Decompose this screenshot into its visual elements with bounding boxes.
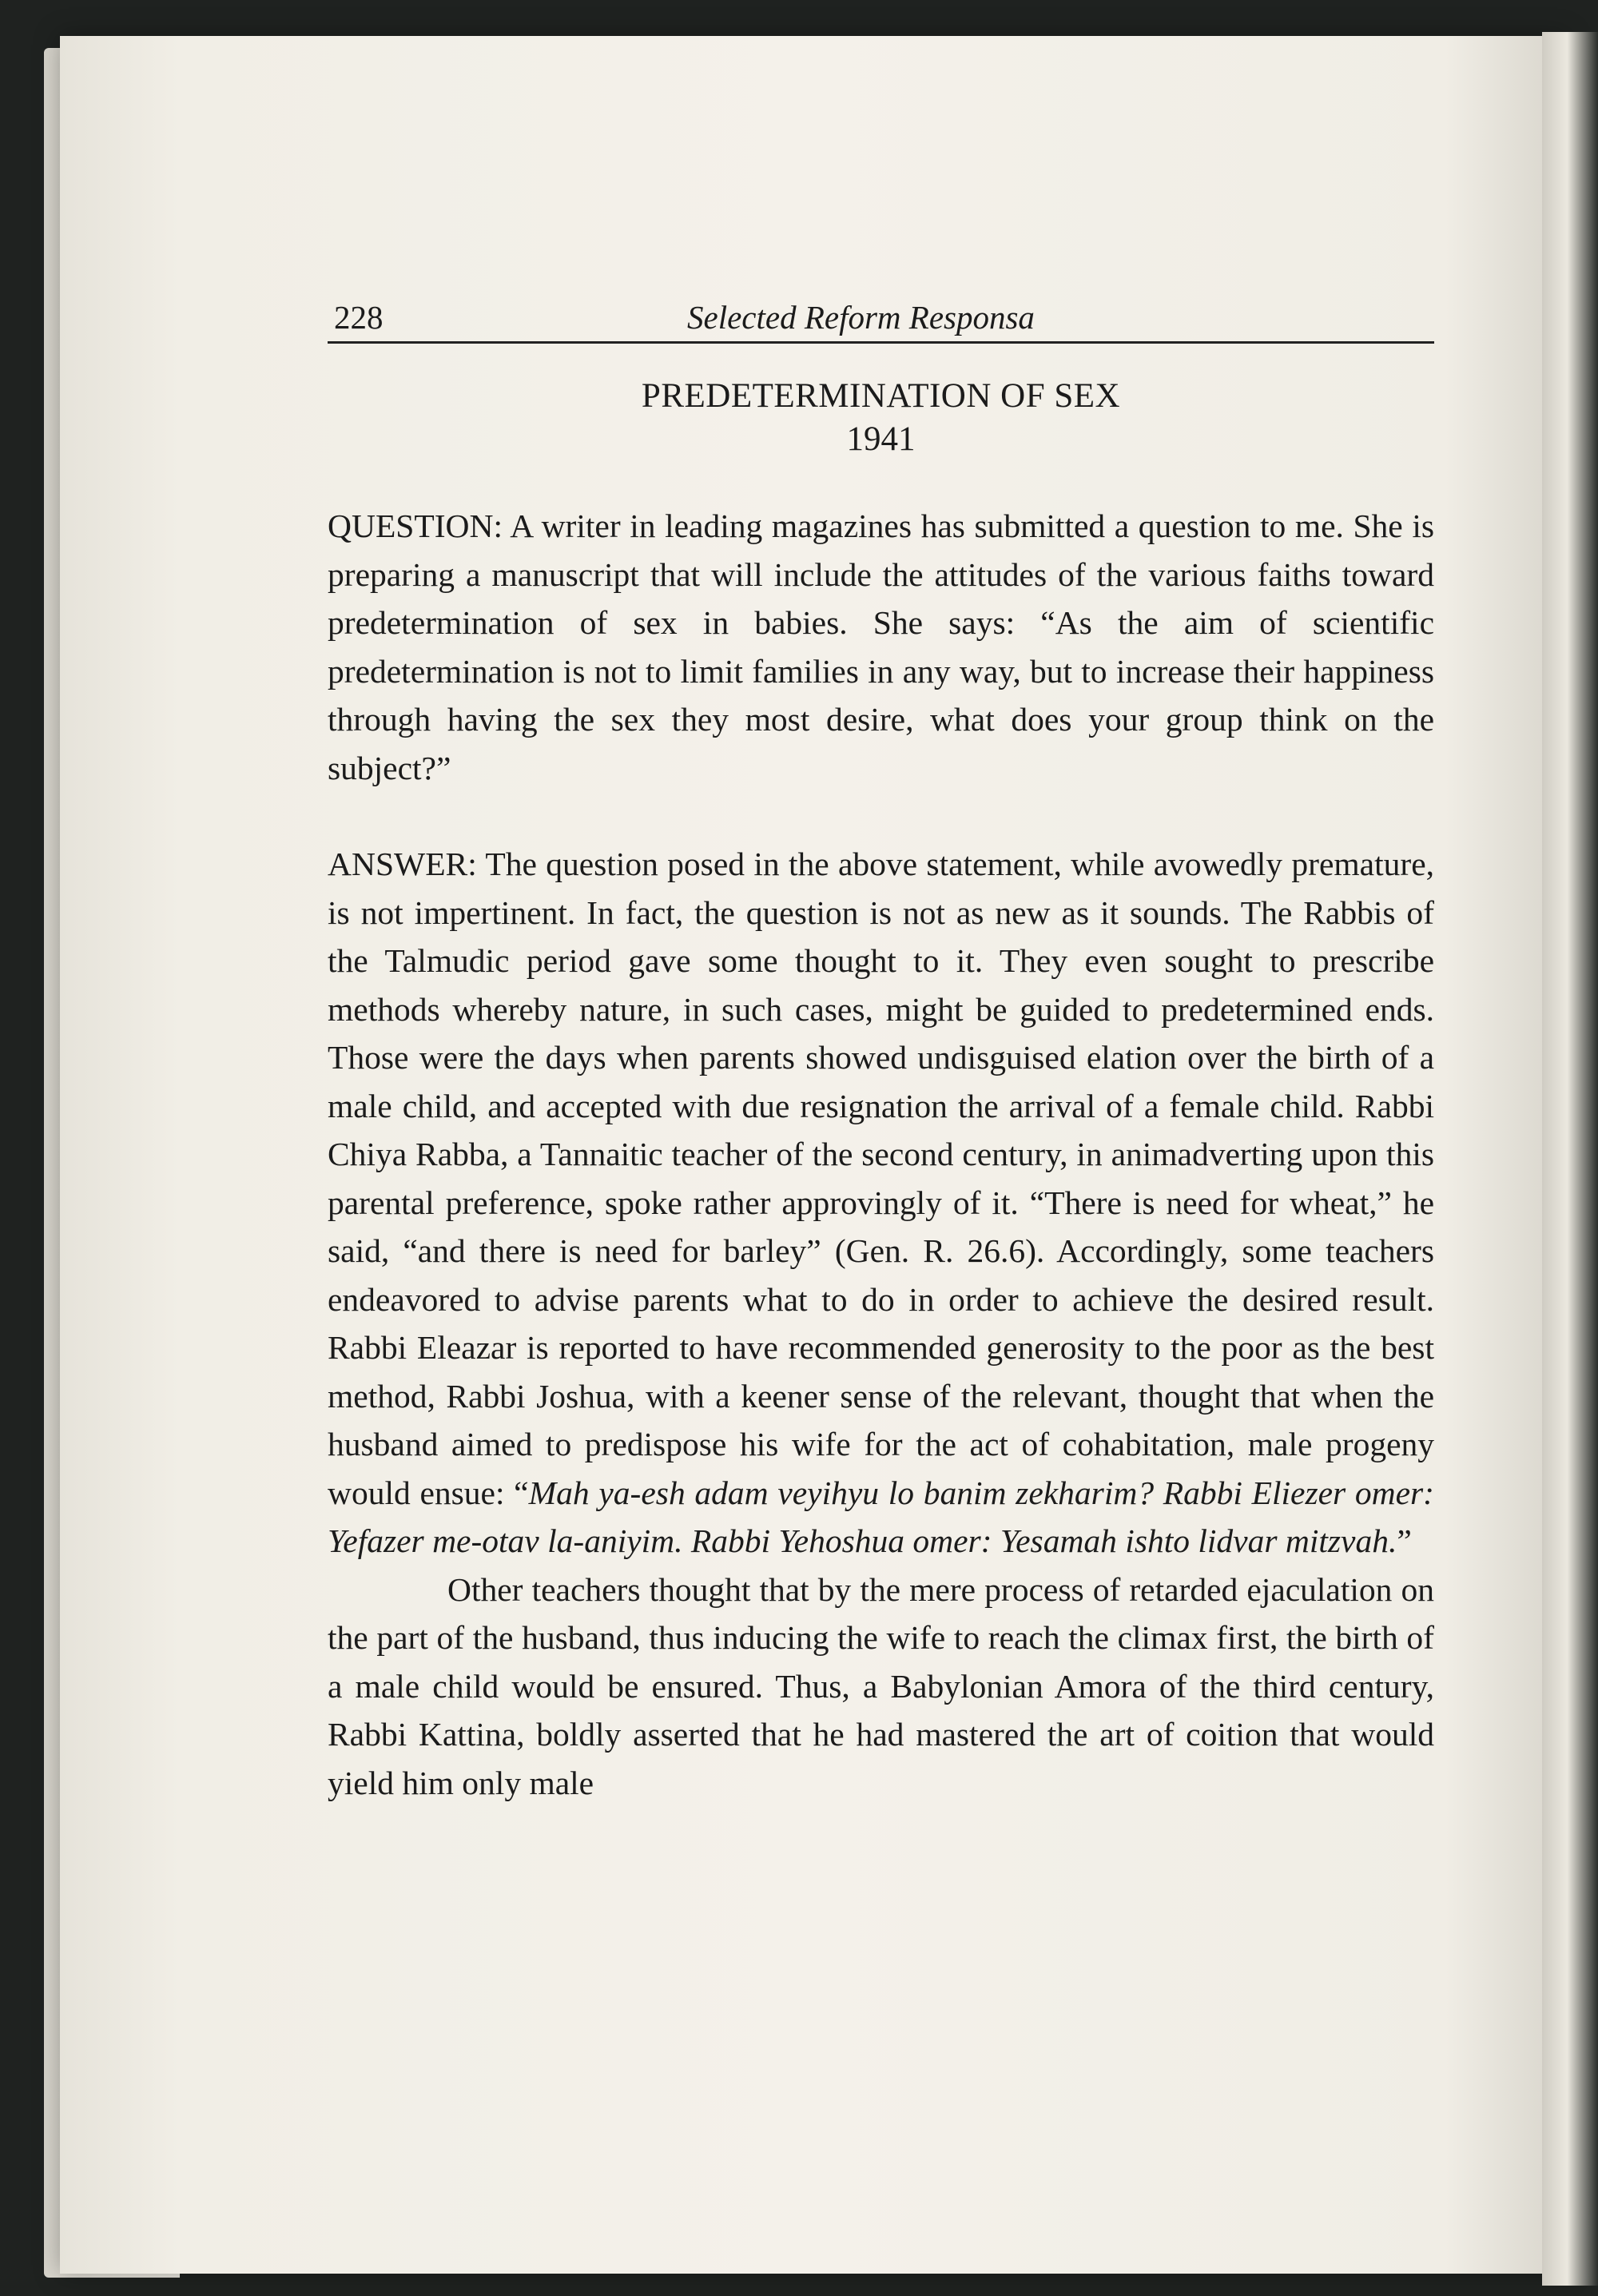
running-title: Selected Reform Responsa: [687, 299, 1035, 336]
answer-paragraph: [328, 840, 1434, 1566]
question-paragraph: QUESTION: A writer in leading magazines has submitted a question to me. She is preparing a manuscript that will include the attitudes of the various faiths toward predetermination of sex in babies. She says: “As the aim of scientific predetermination is not to limit families in any way, but to increase their happiness through having the sex they most desire, what does your group think on the subject?”: [328, 507, 1434, 786]
running-header: [328, 292, 1434, 344]
hebrew-quote: Mah ya-esh adam veyihyu lo banim zekharim? Rabbi Eliezer omer: Yefazer me-otav la-aniyim. Rabbi Yehoshua omer: Yesamah ishto lidvar mitzvah.: [328, 1474, 1434, 1559]
quote-close: ”: [1397, 1522, 1412, 1559]
paragraph-2: Other teachers thought that by the mere process of retarded ejaculation on the part of the husband, thus inducing the wife to reach the climax first, the birth of a male child would be ensured. Thus, a Babylonian Amora of the third century, Rabbi Kattina, boldly asserted that he had mastered the art of coition that would yield him only male: [328, 1570, 1434, 1801]
page-content: [328, 292, 1434, 1807]
answer-text: ANSWER: The question posed in the above statement, while avowedly premature, is not impertinent. In fact, the question is not as new as it sounds. The Rabbis of the Talmudic period gave some thought to it. They even sought to prescribe methods whereby nature, in such cases, might be guided to predetermined ends. Those were the days when parents showed undisguised elation over the birth of a male child, and accepted with due resignation the arrival of a female child. Rabbi Chiya Rabba, a Tannaitic teacher of the second century, in animadverting upon this parental preference, spoke rather approvingly of it. “There is need for wheat,” he said, “and there is need for barley” (Gen. R. 26.6). Accordingly, some teachers endeavored to advise parents what to do in order to achieve the desired result. Rabbi Eleazar is reported to have recommended generosity to the poor as the best method, Rabbi Joshua, with a keener sense of the relevant, thought that when the husband aimed to predispose his wife for the act of cohabitation, male progeny would ensue: “: [328, 846, 1434, 1511]
facing-page-edge: [1542, 32, 1598, 2286]
page-number: 228: [334, 299, 384, 336]
section-year: 1941: [846, 420, 916, 458]
section-title: PREDETERMINATION OF SEX: [641, 377, 1121, 415]
